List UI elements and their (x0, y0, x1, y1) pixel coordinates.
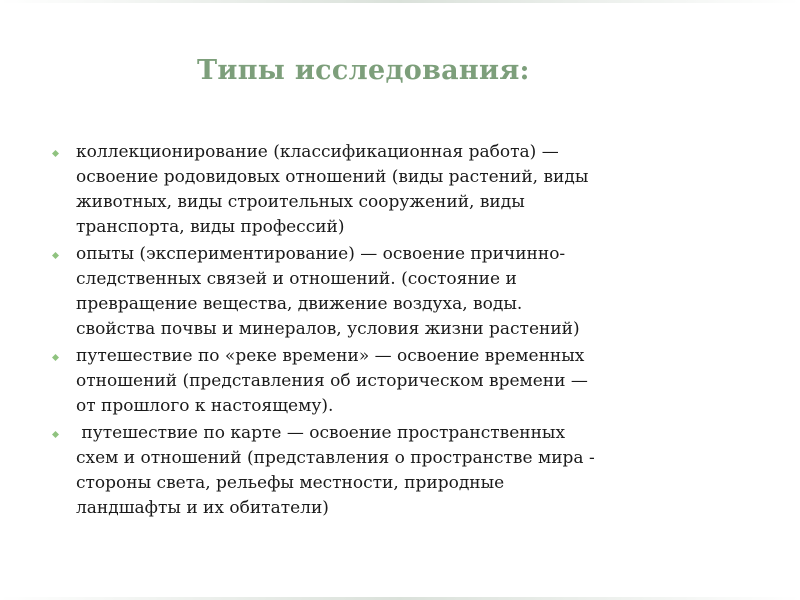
list-item (50, 344, 670, 419)
list-item-line: стороны света, рельефы местности, природные (76, 473, 505, 493)
list-item-line: животных, виды строительных сооружений, виды (76, 192, 525, 212)
list-item-line: транспорта, виды профессий) (76, 217, 345, 237)
list-item-line: освоение родовидовых отношений (виды растений, виды (76, 167, 589, 187)
diamond-bullet-icon (52, 252, 59, 259)
list-item-line: путешествие по карте — освоение пространственных (76, 423, 566, 443)
diamond-bullet-icon (52, 354, 59, 361)
list-item-line: следственных связей и отношений. (состояние и (76, 269, 517, 289)
list-item-line: отношений (представления об историческом времени — (76, 371, 588, 391)
list-item-line: от прошлого к настоящему). (76, 396, 334, 416)
list-item-line: путешествие по «реке времени» — освоение временных (76, 346, 585, 366)
slide-title: Типы исследования: (197, 55, 530, 86)
diamond-bullet-icon (52, 150, 59, 157)
list-item-line: опыты (экспериментирование) — освоение причинно- (76, 244, 566, 264)
list-item-line: свойства почвы и минералов, условия жизни растений) (76, 319, 580, 339)
list-item-line: ландшафты и их обитатели) (76, 498, 329, 518)
bullet-list (50, 140, 670, 523)
slide-top-border (0, 0, 800, 3)
list-item (50, 421, 670, 521)
diamond-bullet-icon (52, 431, 59, 438)
list-item-line: схем и отношений (представления о пространстве мира - (76, 448, 595, 468)
list-item (50, 242, 670, 342)
list-item-line: коллекционирование (классификационная работа) — (76, 142, 559, 162)
list-item (50, 140, 670, 240)
list-item-line: превращение вещества, движение воздуха, воды. (76, 294, 523, 314)
